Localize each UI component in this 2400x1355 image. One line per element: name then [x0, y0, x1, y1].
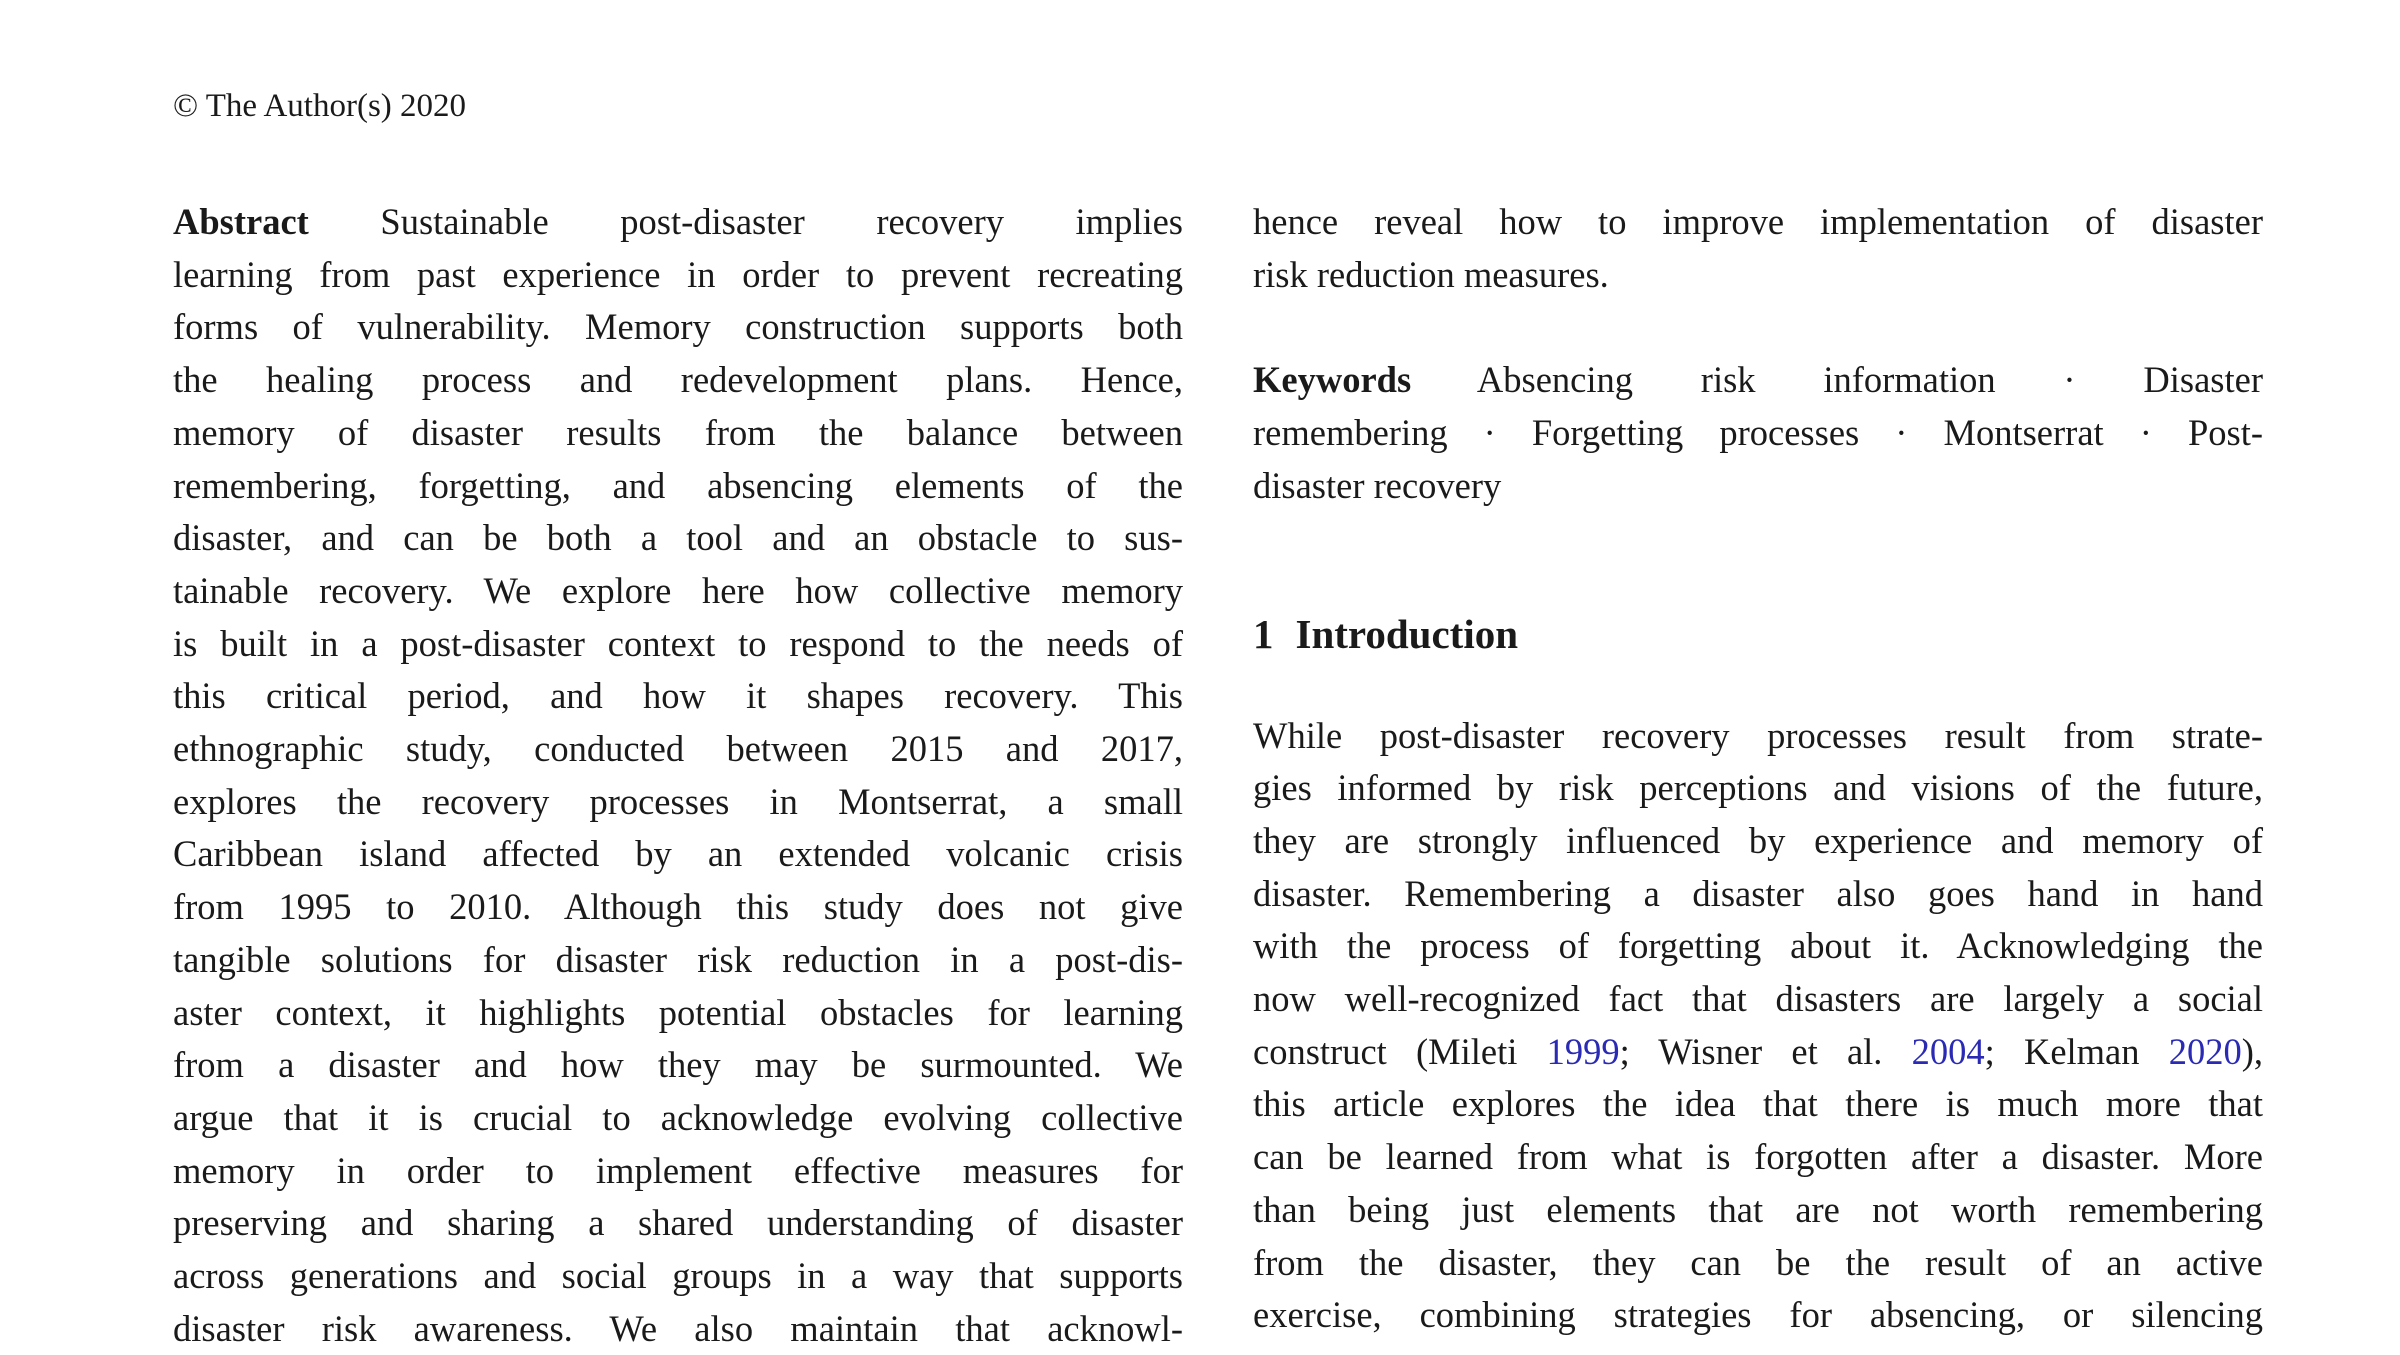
abstract-line: argue that it is crucial to acknowledge evolving collective — [173, 1096, 1183, 1138]
copyright-notice: © The Author(s) 2020 — [173, 88, 467, 124]
abstract-line: preserving and sharing a shared understanding of disaster — [173, 1202, 1183, 1244]
abstract-line: the healing process and redevelopment plans. Hence, — [173, 359, 1183, 401]
citation-text: ; Kelman — [1984, 1030, 2169, 1072]
abstract-line — [173, 196, 1183, 249]
abstract-line: explores the recovery processes in Montserrat, a small — [173, 780, 1183, 822]
intro-line: than being just elements that are not worth remembering — [1253, 1188, 2263, 1230]
abstract-line: tainable recovery. We explore here how collective memory — [173, 569, 1183, 611]
left-column — [173, 196, 1183, 1355]
intro-line: they are strongly influenced by experience and memory of — [1253, 819, 2263, 861]
abstract-line: forms of vulnerability. Memory construction supports both — [173, 306, 1183, 348]
abstract-line: learning from past experience in order to prevent recreating — [173, 253, 1183, 295]
abstract-line: from 1995 to 2010. Although this study does not give — [173, 886, 1183, 928]
keywords-line — [1253, 354, 2263, 407]
citation-text: ), — [2241, 1030, 2263, 1072]
abstract-line: risk reduction measures. — [1253, 253, 1609, 295]
intro-line: now well-recognized fact that disasters are largely a social — [1253, 978, 2263, 1020]
abstract-line: hence reveal how to improve implementation of disaster — [1253, 201, 2263, 242]
abstract-line: tangible solutions for disaster risk reduction in a post-dis- — [173, 938, 1183, 980]
intro-line: from the disaster, they can be the result of an active — [1253, 1241, 2263, 1283]
intro-line: While post-disaster recovery processes result from strate- — [1253, 714, 2263, 756]
intro-line: gies informed by risk perceptions and visions of the future, — [1253, 767, 2263, 809]
intro-line: this article explores the idea that there is much more that — [1253, 1083, 2263, 1125]
citation-link-mileti[interactable]: 1999 — [1546, 1030, 1620, 1072]
intro-line: can be learned from what is forgotten after a disaster. More — [1253, 1136, 2263, 1178]
abstract-line: disaster risk awareness. We also maintain that acknowl- — [173, 1307, 1183, 1349]
section-title: Introduction — [1295, 610, 1519, 657]
introduction-paragraph — [1253, 710, 2263, 1342]
abstract-line: disaster, and can be both a tool and an obstacle to sus- — [173, 517, 1183, 559]
abstract-label: Abstract — [173, 201, 309, 242]
intro-line: exercise, combining strategies for absencing, or silencing — [1253, 1294, 2263, 1336]
intro-citation-line — [1253, 1026, 2263, 1079]
abstract-line: from a disaster and how they may be surmounted. We — [173, 1044, 1183, 1086]
abstract-continuation — [1253, 196, 2263, 301]
citation-link-wisner[interactable]: 2004 — [1911, 1030, 1985, 1072]
keywords-paragraph — [1253, 354, 2263, 512]
abstract-line: Caribbean island affected by an extended volcanic crisis — [173, 833, 1183, 875]
keywords-line: remembering · Forgetting processes · Montserrat · Post- — [1253, 412, 2263, 454]
abstract-line: ethnographic study, conducted between 2015 and 2017, — [173, 728, 1183, 770]
section-number: 1 — [1253, 610, 1274, 657]
abstract-line: is built in a post-disaster context to respond to the needs of — [173, 622, 1183, 664]
citation-link-kelman[interactable]: 2020 — [2168, 1030, 2242, 1072]
abstract-paragraph — [173, 196, 1183, 1355]
abstract-line: aster context, it highlights potential obstacles for learning — [173, 991, 1183, 1033]
citation-text: construct (Mileti — [1253, 1030, 1547, 1072]
abstract-line: across generations and social groups in a way that supports — [173, 1255, 1183, 1297]
abstract-line: this critical period, and how it shapes recovery. This — [173, 675, 1183, 717]
section-heading — [1253, 608, 2263, 660]
intro-line: disaster. Remembering a disaster also goes hand in hand — [1253, 872, 2263, 914]
abstract-line: memory of disaster results from the balance between — [173, 411, 1183, 453]
abstract-line-text: Sustainable post-disaster recovery implies — [380, 201, 1184, 242]
keywords-label: Keywords — [1253, 359, 1412, 401]
abstract-line: memory in order to implement effective measures for — [173, 1149, 1183, 1191]
abstract-line: remembering, forgetting, and absencing elements of the — [173, 464, 1183, 506]
keywords-line-text: Absencing risk information · Disaster — [1476, 359, 2263, 401]
right-column — [1253, 196, 2263, 1342]
intro-line: with the process of forgetting about it. Acknowledging the — [1253, 925, 2263, 967]
citation-text: ; Wisner et al. — [1619, 1030, 1912, 1072]
keywords-line: disaster recovery — [1253, 464, 1502, 506]
